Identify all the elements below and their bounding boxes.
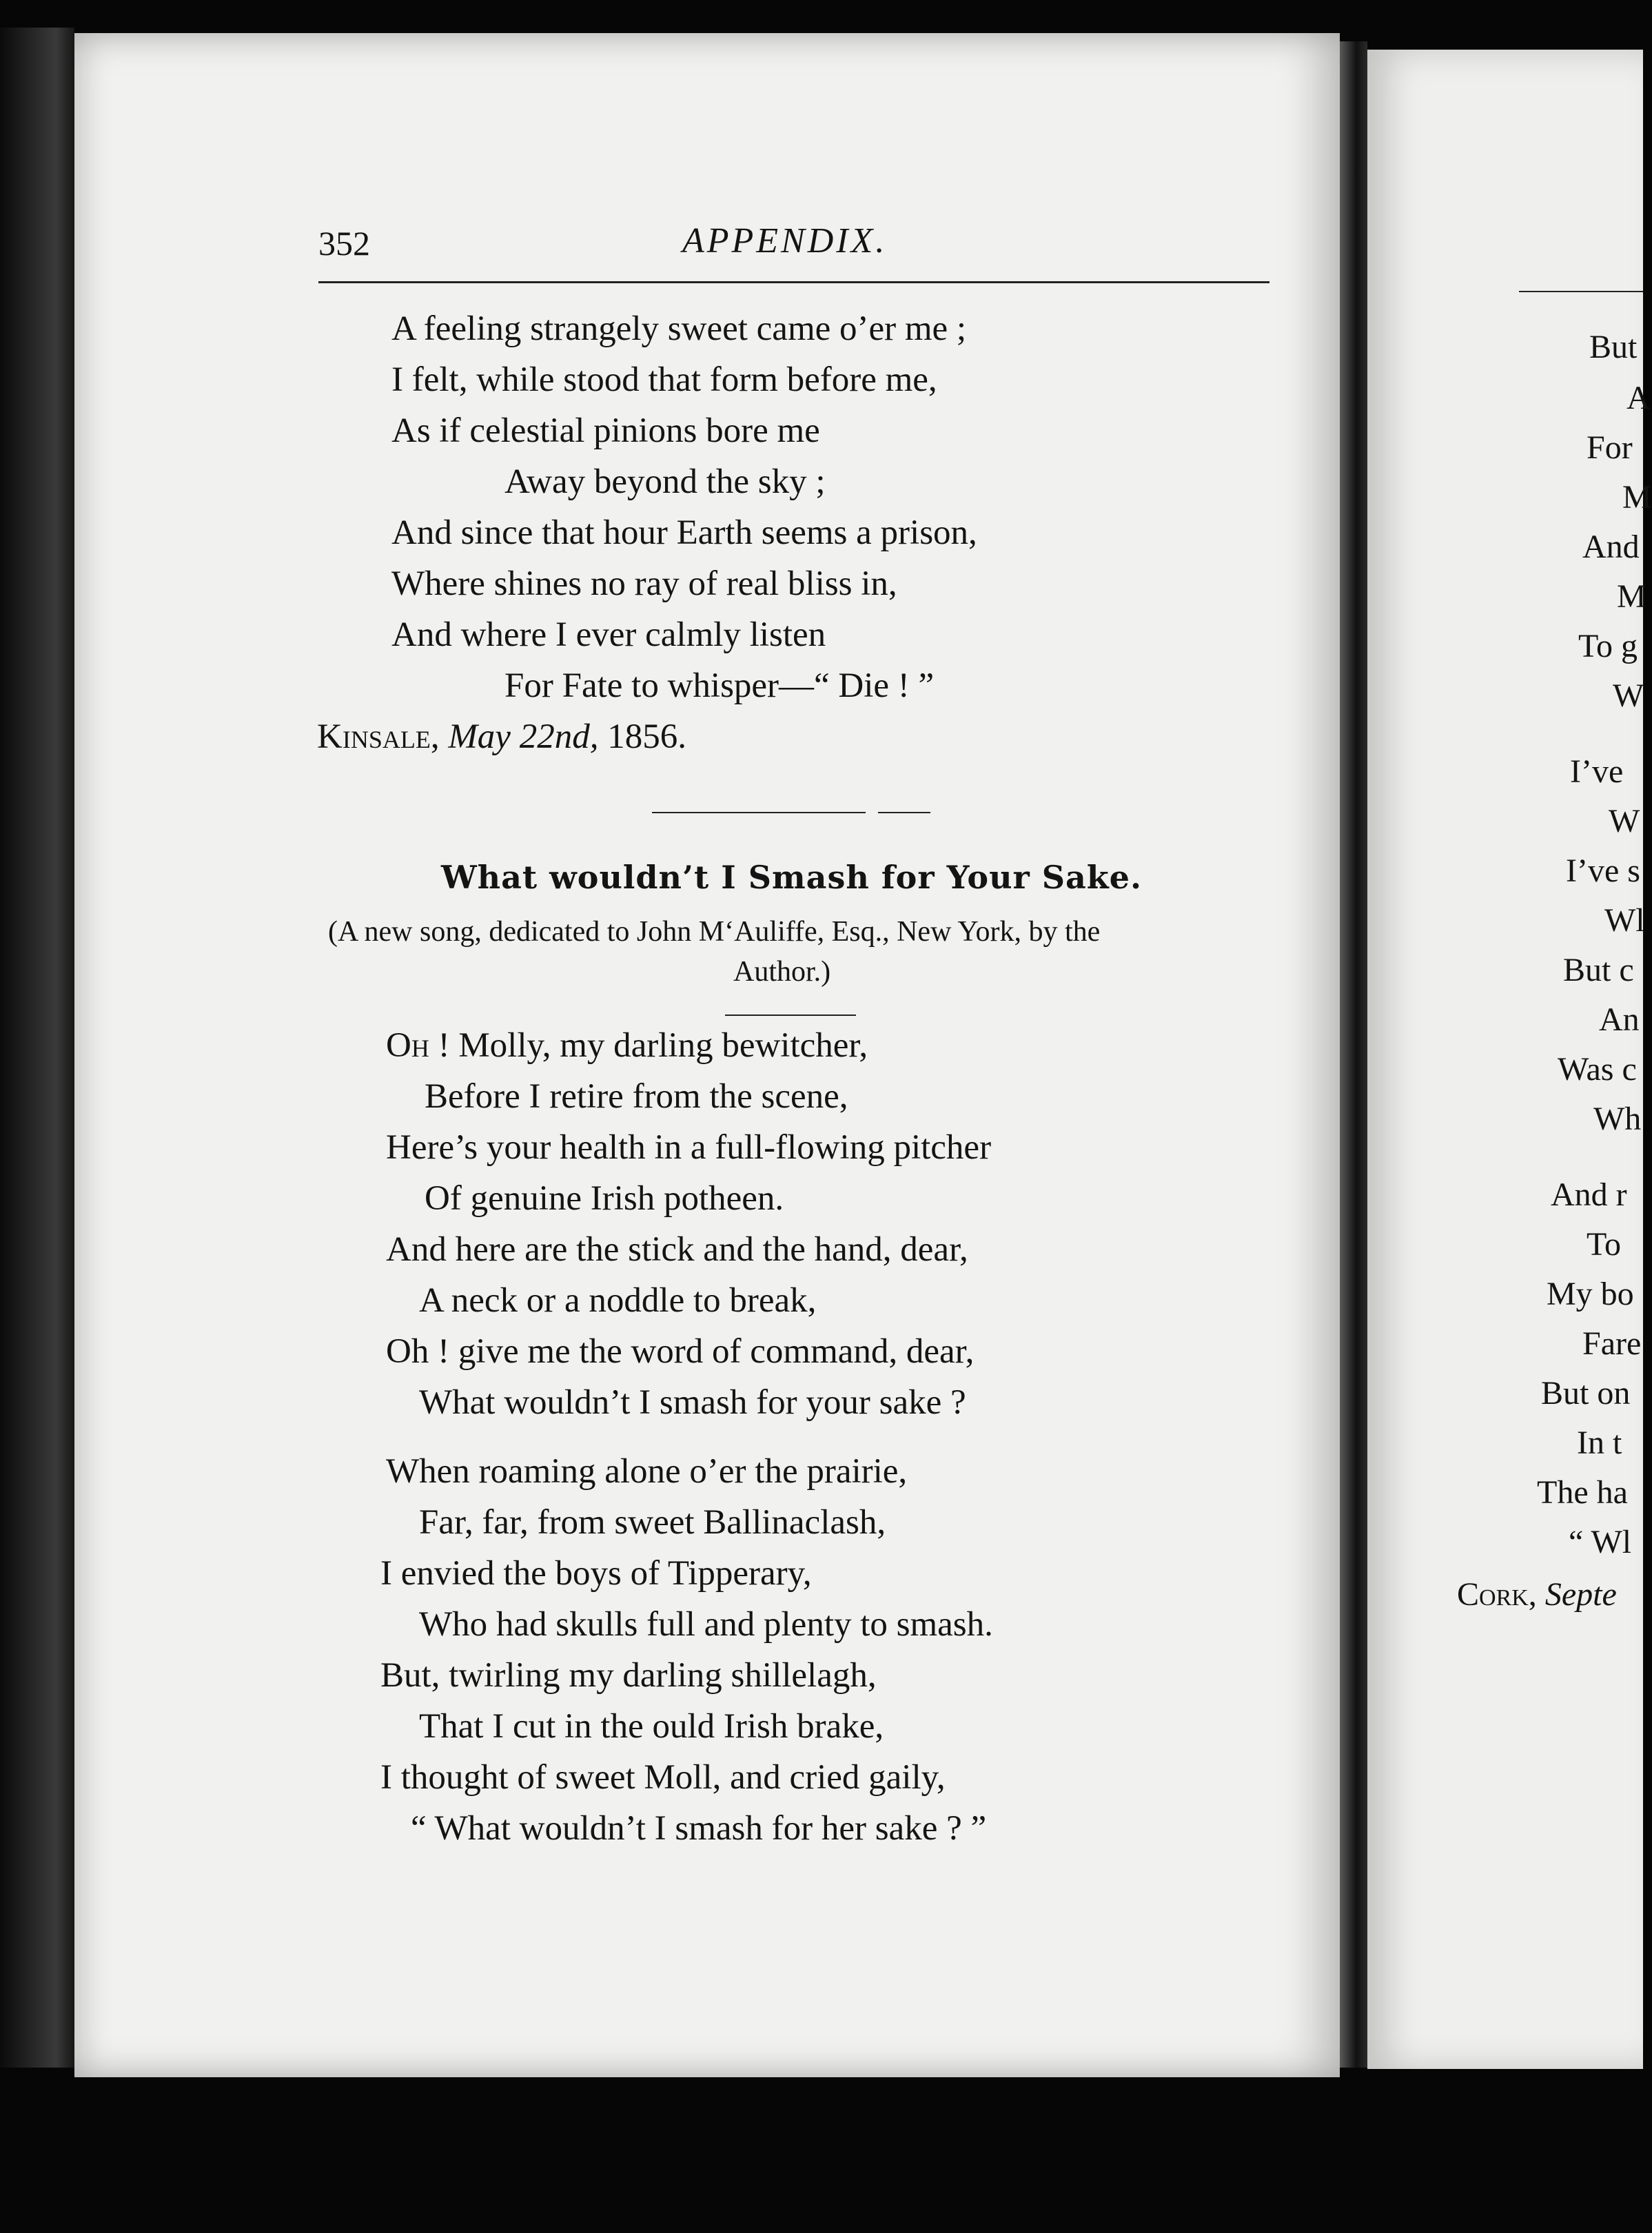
stanza-line: I thought of sweet Moll, and cried gaily,	[380, 1758, 946, 1797]
title-rule	[725, 1014, 856, 1016]
right-line: For	[1587, 429, 1633, 466]
right-line: But	[1589, 329, 1638, 365]
right-line: The ha	[1537, 1474, 1628, 1511]
poem-line: And where I ever calmly listen	[391, 615, 826, 654]
right-line: To g	[1578, 628, 1638, 664]
stanza-line: Before I retire from the scene,	[425, 1077, 848, 1116]
right-line: In t	[1577, 1425, 1622, 1461]
stanza-line-rest: ! Molly, my darling bewitcher,	[429, 1026, 868, 1065]
song-title: What wouldn’t I Smash for Your Sake.	[441, 859, 1142, 896]
page-number: 352	[318, 224, 370, 263]
stanza-line	[386, 1026, 868, 1065]
stanza-line: Oh ! give me the word of command, dear,	[386, 1332, 975, 1371]
stanza-line: And here are the stick and the hand, dear,	[386, 1230, 968, 1269]
right-line: To	[1587, 1226, 1621, 1263]
stanza-line: Of genuine Irish potheen.	[425, 1179, 784, 1218]
right-line: Wh	[1593, 1101, 1642, 1137]
signature-year: 1856.	[607, 717, 686, 756]
poem-line: A feeling strangely sweet came o’er me ;	[391, 309, 967, 348]
right-line: And	[1582, 529, 1640, 565]
right-line: W	[1613, 677, 1644, 714]
stanza-line: Here’s your health in a full-flowing pitcher	[386, 1128, 992, 1167]
right-line: W	[1609, 803, 1640, 839]
right-line: A	[1626, 380, 1651, 416]
right-line: My bo	[1547, 1276, 1634, 1312]
right-signature	[1457, 1576, 1617, 1613]
right-line: I’ve	[1570, 753, 1624, 790]
stanza-line: But, twirling my darling shillelagh,	[380, 1656, 877, 1695]
book-gutter	[1340, 41, 1367, 2068]
stanza-line: A neck or a noddle to break,	[419, 1281, 817, 1320]
song-dedication-cont: Author.)	[733, 956, 831, 988]
right-line: But c	[1563, 952, 1634, 988]
right-line: Wl	[1604, 902, 1645, 939]
poem-line: As if celestial pinions bore me	[391, 411, 820, 450]
stanza-line: “ What wouldn’t I smash for her sake ? ”	[411, 1809, 987, 1848]
signature-place: Kinsale,	[317, 717, 440, 756]
right-line: And r	[1551, 1176, 1627, 1213]
stanza-line: Who had skulls full and plenty to smash.	[419, 1605, 993, 1644]
book-spine-edge	[0, 28, 74, 2068]
right-line: An	[1599, 1001, 1640, 1038]
stanza-line: What wouldn’t I smash for your sake ?	[419, 1383, 966, 1422]
stanza-line: Far, far, from sweet Ballinaclash,	[419, 1503, 886, 1542]
right-line: M	[1622, 479, 1652, 516]
drop-word: Oh	[386, 1026, 429, 1065]
right-signature-date: Septe	[1544, 1576, 1617, 1613]
right-line: But on	[1541, 1375, 1631, 1411]
stanza-line: That I cut in the ould Irish brake,	[419, 1707, 884, 1746]
song-dedication: (A new song, dedicated to John M‘Auliffe, Esq., New York, by the	[328, 916, 1101, 948]
right-line: “ Wl	[1569, 1524, 1632, 1560]
poem-line: I felt, while stood that form before me,	[391, 360, 937, 399]
section-divider-rule	[878, 812, 930, 813]
running-head: APPENDIX.	[682, 221, 888, 261]
signature-date: May 22nd,	[448, 717, 599, 756]
stanza-line: When roaming alone o’er the prairie,	[386, 1452, 908, 1491]
poem-line: Where shines no ray of real bliss in,	[391, 564, 897, 603]
header-rule	[318, 281, 1269, 283]
signature	[317, 717, 686, 757]
stanza-line: I envied the boys of Tipperary,	[380, 1554, 812, 1593]
right-line: I’ve s	[1566, 853, 1640, 889]
right-header-rule	[1519, 291, 1643, 292]
poem-line: And since that hour Earth seems a prison,	[391, 513, 977, 552]
right-line: M	[1617, 578, 1646, 615]
right-line: Fare	[1582, 1325, 1642, 1362]
poem-line: Away beyond the sky ;	[504, 462, 826, 501]
poem-line: For Fate to whisper—“ Die ! ”	[504, 666, 935, 705]
section-divider-rule	[652, 812, 866, 813]
right-signature-place: Cork,	[1457, 1576, 1537, 1613]
right-line: Was c	[1558, 1051, 1637, 1088]
